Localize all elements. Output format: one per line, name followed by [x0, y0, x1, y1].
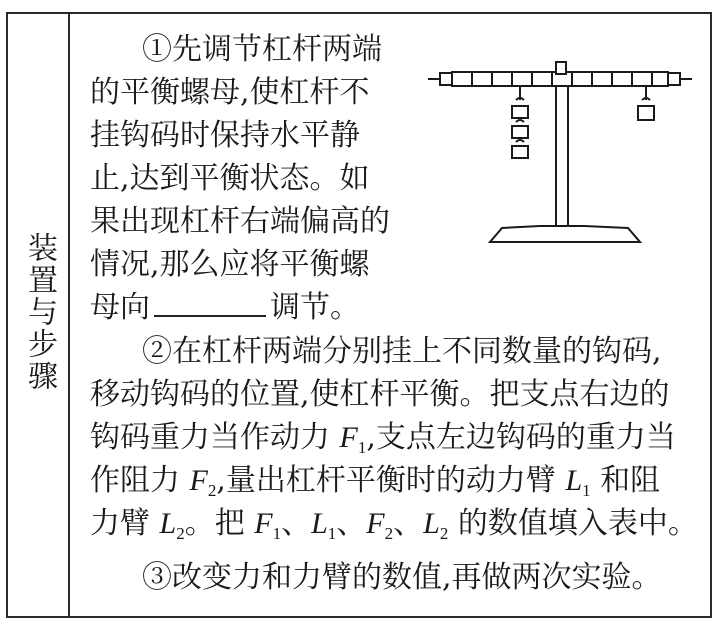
var-l1-b: $L_1$ — [311, 507, 337, 543]
step1-line-6: 情况,那么应将平衡螺 — [90, 247, 370, 282]
var-f1: $F_1$ — [339, 421, 367, 457]
step1-line-5: 果出现杠杆右端偏高的 — [90, 204, 390, 239]
lever-apparatus-diagram — [420, 50, 695, 255]
step2-line-5: 力臂 $L_2$。把 $F_1$、$L_1$、$F_2$、$L_2$ 的数值填入表中。 — [90, 506, 698, 543]
step1-text-before-blank: 母向 — [90, 290, 150, 325]
step1-line-3: 挂钩码时保持水平静 — [90, 118, 360, 153]
step1-line-1: ①先调节杠杆两端 — [142, 32, 382, 67]
var-l1: $L_1$ — [565, 464, 591, 500]
section-label: 装置与步骤 — [22, 232, 57, 392]
var-l2: $L_2$ — [159, 507, 185, 543]
var-f2-b: $F_2$ — [366, 507, 394, 543]
var-f1-b: $F_1$ — [254, 507, 282, 543]
step2-line-3-a: 钩码重力当作动力 — [90, 420, 340, 455]
step1-line-2: 的平衡螺母,使杠杆不 — [90, 75, 370, 110]
label-column — [8, 14, 70, 616]
answer-blank[interactable] — [154, 293, 266, 317]
step2-line-3-b: ,支点左边钩码的重力当 — [366, 420, 676, 455]
step2-line-4: 作阻力 $F_2$,量出杠杆平衡时的动力臂 $L_1$ 和阻 — [90, 463, 661, 500]
step3-line: ③改变力和力臂的数值,再做两次实验。 — [142, 560, 662, 595]
var-l2-b: $L_2$ — [423, 507, 449, 543]
step1-line-4: 止,达到平衡状态。如 — [90, 161, 370, 196]
step1-text-after-blank: 调节。 — [270, 290, 360, 325]
step2-line-3 — [90, 416, 676, 460]
var-f2: $F_2$ — [189, 464, 217, 500]
step2-line-2: 移动钩码的位置,使杠杆平衡。把支点右边的 — [90, 377, 670, 412]
step1-line-7 — [90, 286, 360, 330]
step2-line-1: ②在杠杆两端分别挂上不同数量的钩码, — [142, 334, 662, 369]
